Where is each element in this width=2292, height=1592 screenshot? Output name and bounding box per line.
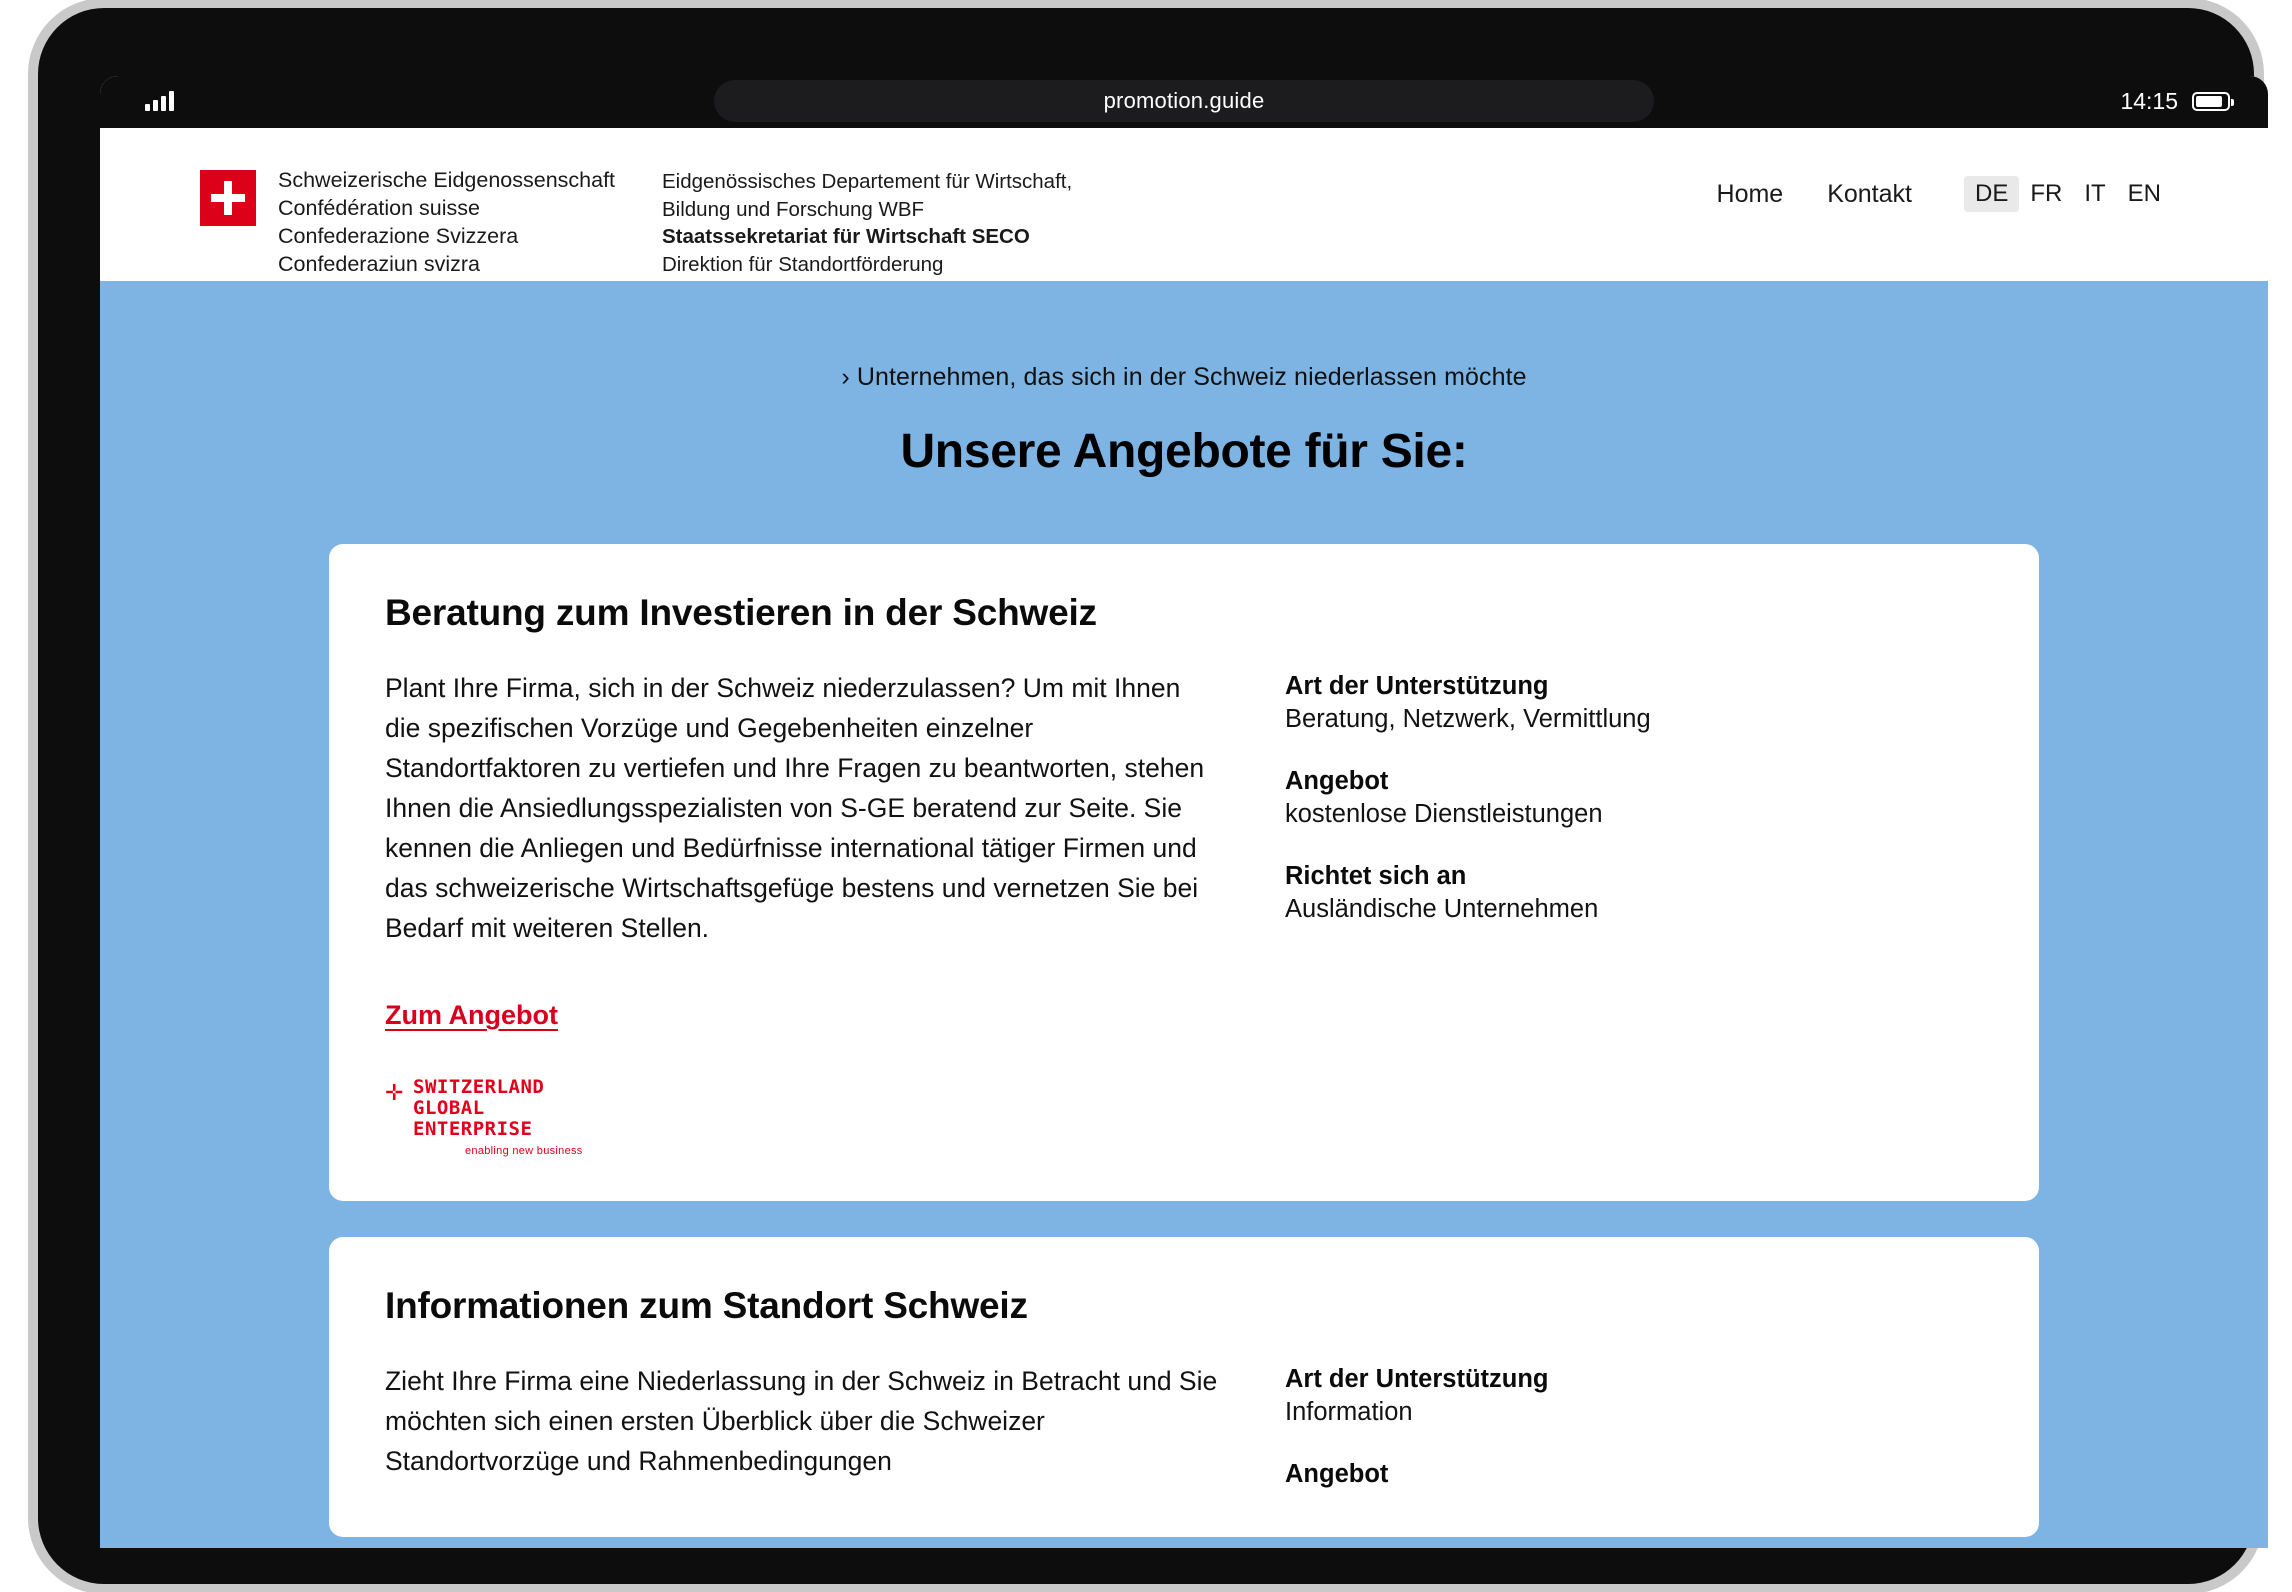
meta-value: kostenlose Dienstleistungen <box>1285 800 1603 828</box>
status-bar <box>100 76 2268 128</box>
signal-bars-icon <box>145 89 174 111</box>
lang-it[interactable]: IT <box>2084 180 2106 207</box>
meta-label: Art der Unterstützung <box>1285 672 1549 700</box>
meta-value: Beratung, Netzwerk, Vermittlung <box>1285 705 1651 733</box>
sge-logo-words <box>413 1077 544 1140</box>
lang-en[interactable]: EN <box>2127 180 2161 207</box>
meta-audience <box>1285 862 1983 924</box>
meta-value: Ausländische Unternehmen <box>1285 895 1599 923</box>
sge-logo-line-3: ENTERPRISE <box>413 1118 533 1140</box>
confederation-names <box>278 166 615 278</box>
offer-card-description: Plant Ihre Firma, sich in der Schweiz niederzulassen? Um mit Ihnen die spezifischen Vorzüge und Gegebenheiten einzelner Standortfaktoren zu vertiefen und Ihre Fragen zu beantworten, stehen Ihnen die Ansiedlungsspezialisten von S-GE beratend zur Seite. Sie kennen die Anliegen und Bedürfnisse international tätiger Firmen und das schweizerische Wirtschaftsgefüge bestens und vernetzen Sie bei Bedarf mit weiteren Stellen. <box>385 673 1205 943</box>
swiss-cross-icon <box>200 170 256 226</box>
sge-logo-tagline: enabling new business <box>465 1145 583 1157</box>
offer-card-columns <box>385 1361 1983 1522</box>
offer-card-left-column <box>385 1361 1285 1522</box>
tablet-device-frame <box>38 8 2254 1584</box>
language-switcher <box>1964 176 2172 212</box>
sge-logo-line-1: SWITZERLAND <box>413 1076 545 1098</box>
meta-support-type <box>1285 1365 1983 1427</box>
offer-card-description: Zieht Ihre Firma eine Niederlassung in der Schweiz in Betracht und Sie möchten sich einen ersten Überblick über die Schweizer Standortvorzüge und Rahmenbedingungen <box>385 1366 1218 1476</box>
offer-card-title: Beratung zum Investieren in der Schweiz <box>385 592 1097 633</box>
department-line-4: Direktion für Standortförderung <box>662 252 944 276</box>
confederation-name-de: Schweizerische Eidgenossenschaft <box>278 168 616 192</box>
device-top-notch <box>1738 8 1928 26</box>
sge-cross-icon: ✛ <box>385 1080 404 1105</box>
department-line-2: Bildung und Forschung WBF <box>662 197 925 221</box>
meta-label: Richtet sich an <box>1285 862 1467 890</box>
meta-label: Angebot <box>1285 1460 1389 1488</box>
tablet-screen <box>100 76 2268 1548</box>
partner-logo-switzerland-global-enterprise <box>385 1077 645 1163</box>
department-names <box>662 168 1072 278</box>
confederation-name-rm: Confederaziun svizra <box>278 252 480 276</box>
site-header <box>100 128 2268 281</box>
offer-card-columns <box>385 668 1983 1163</box>
meta-support-type <box>1285 672 1983 734</box>
page-title: Unsere Angebote für Sie: <box>900 425 1468 478</box>
device-top-notch-secondary <box>1958 8 2038 22</box>
offer-card <box>329 544 2039 1201</box>
nav-item-home[interactable]: Home <box>1716 179 1784 208</box>
offer-card <box>329 1237 2039 1537</box>
battery-icon <box>2192 92 2230 111</box>
url-bar[interactable]: promotion.guide <box>714 80 1654 122</box>
lang-fr[interactable]: FR <box>2030 180 2063 207</box>
offer-card-meta-column <box>1285 1361 1983 1522</box>
nav-item-kontakt[interactable]: Kontakt <box>1827 179 1912 208</box>
confederation-name-fr: Confédération suisse <box>278 196 480 220</box>
meta-label: Angebot <box>1285 767 1389 795</box>
offer-link[interactable]: Zum Angebot <box>385 1000 558 1030</box>
main-navigation <box>1673 176 2172 212</box>
meta-offer <box>1285 767 1983 829</box>
page-body <box>100 281 2268 1548</box>
breadcrumb[interactable]: › Unternehmen, das sich in der Schweiz niederlassen möchte <box>841 363 1527 391</box>
clock: 14:15 <box>2120 88 2178 114</box>
offer-card-left-column <box>385 668 1285 1163</box>
meta-offer <box>1285 1460 1983 1489</box>
department-line-3: Staatssekretariat für Wirtschaft SECO <box>662 225 1030 248</box>
lang-de[interactable]: DE <box>1964 176 2019 212</box>
meta-label: Art der Unterstützung <box>1285 1365 1549 1393</box>
sge-logo-line-2: GLOBAL <box>413 1097 485 1119</box>
meta-value: Information <box>1285 1398 1413 1426</box>
department-line-1: Eidgenössisches Departement für Wirtschaft, <box>662 170 1073 193</box>
offer-card-title: Informationen zum Standort Schweiz <box>385 1285 1028 1326</box>
status-bar-right <box>2120 88 2230 115</box>
confederation-name-it: Confederazione Svizzera <box>278 224 519 248</box>
offer-card-meta-column <box>1285 668 1983 1163</box>
